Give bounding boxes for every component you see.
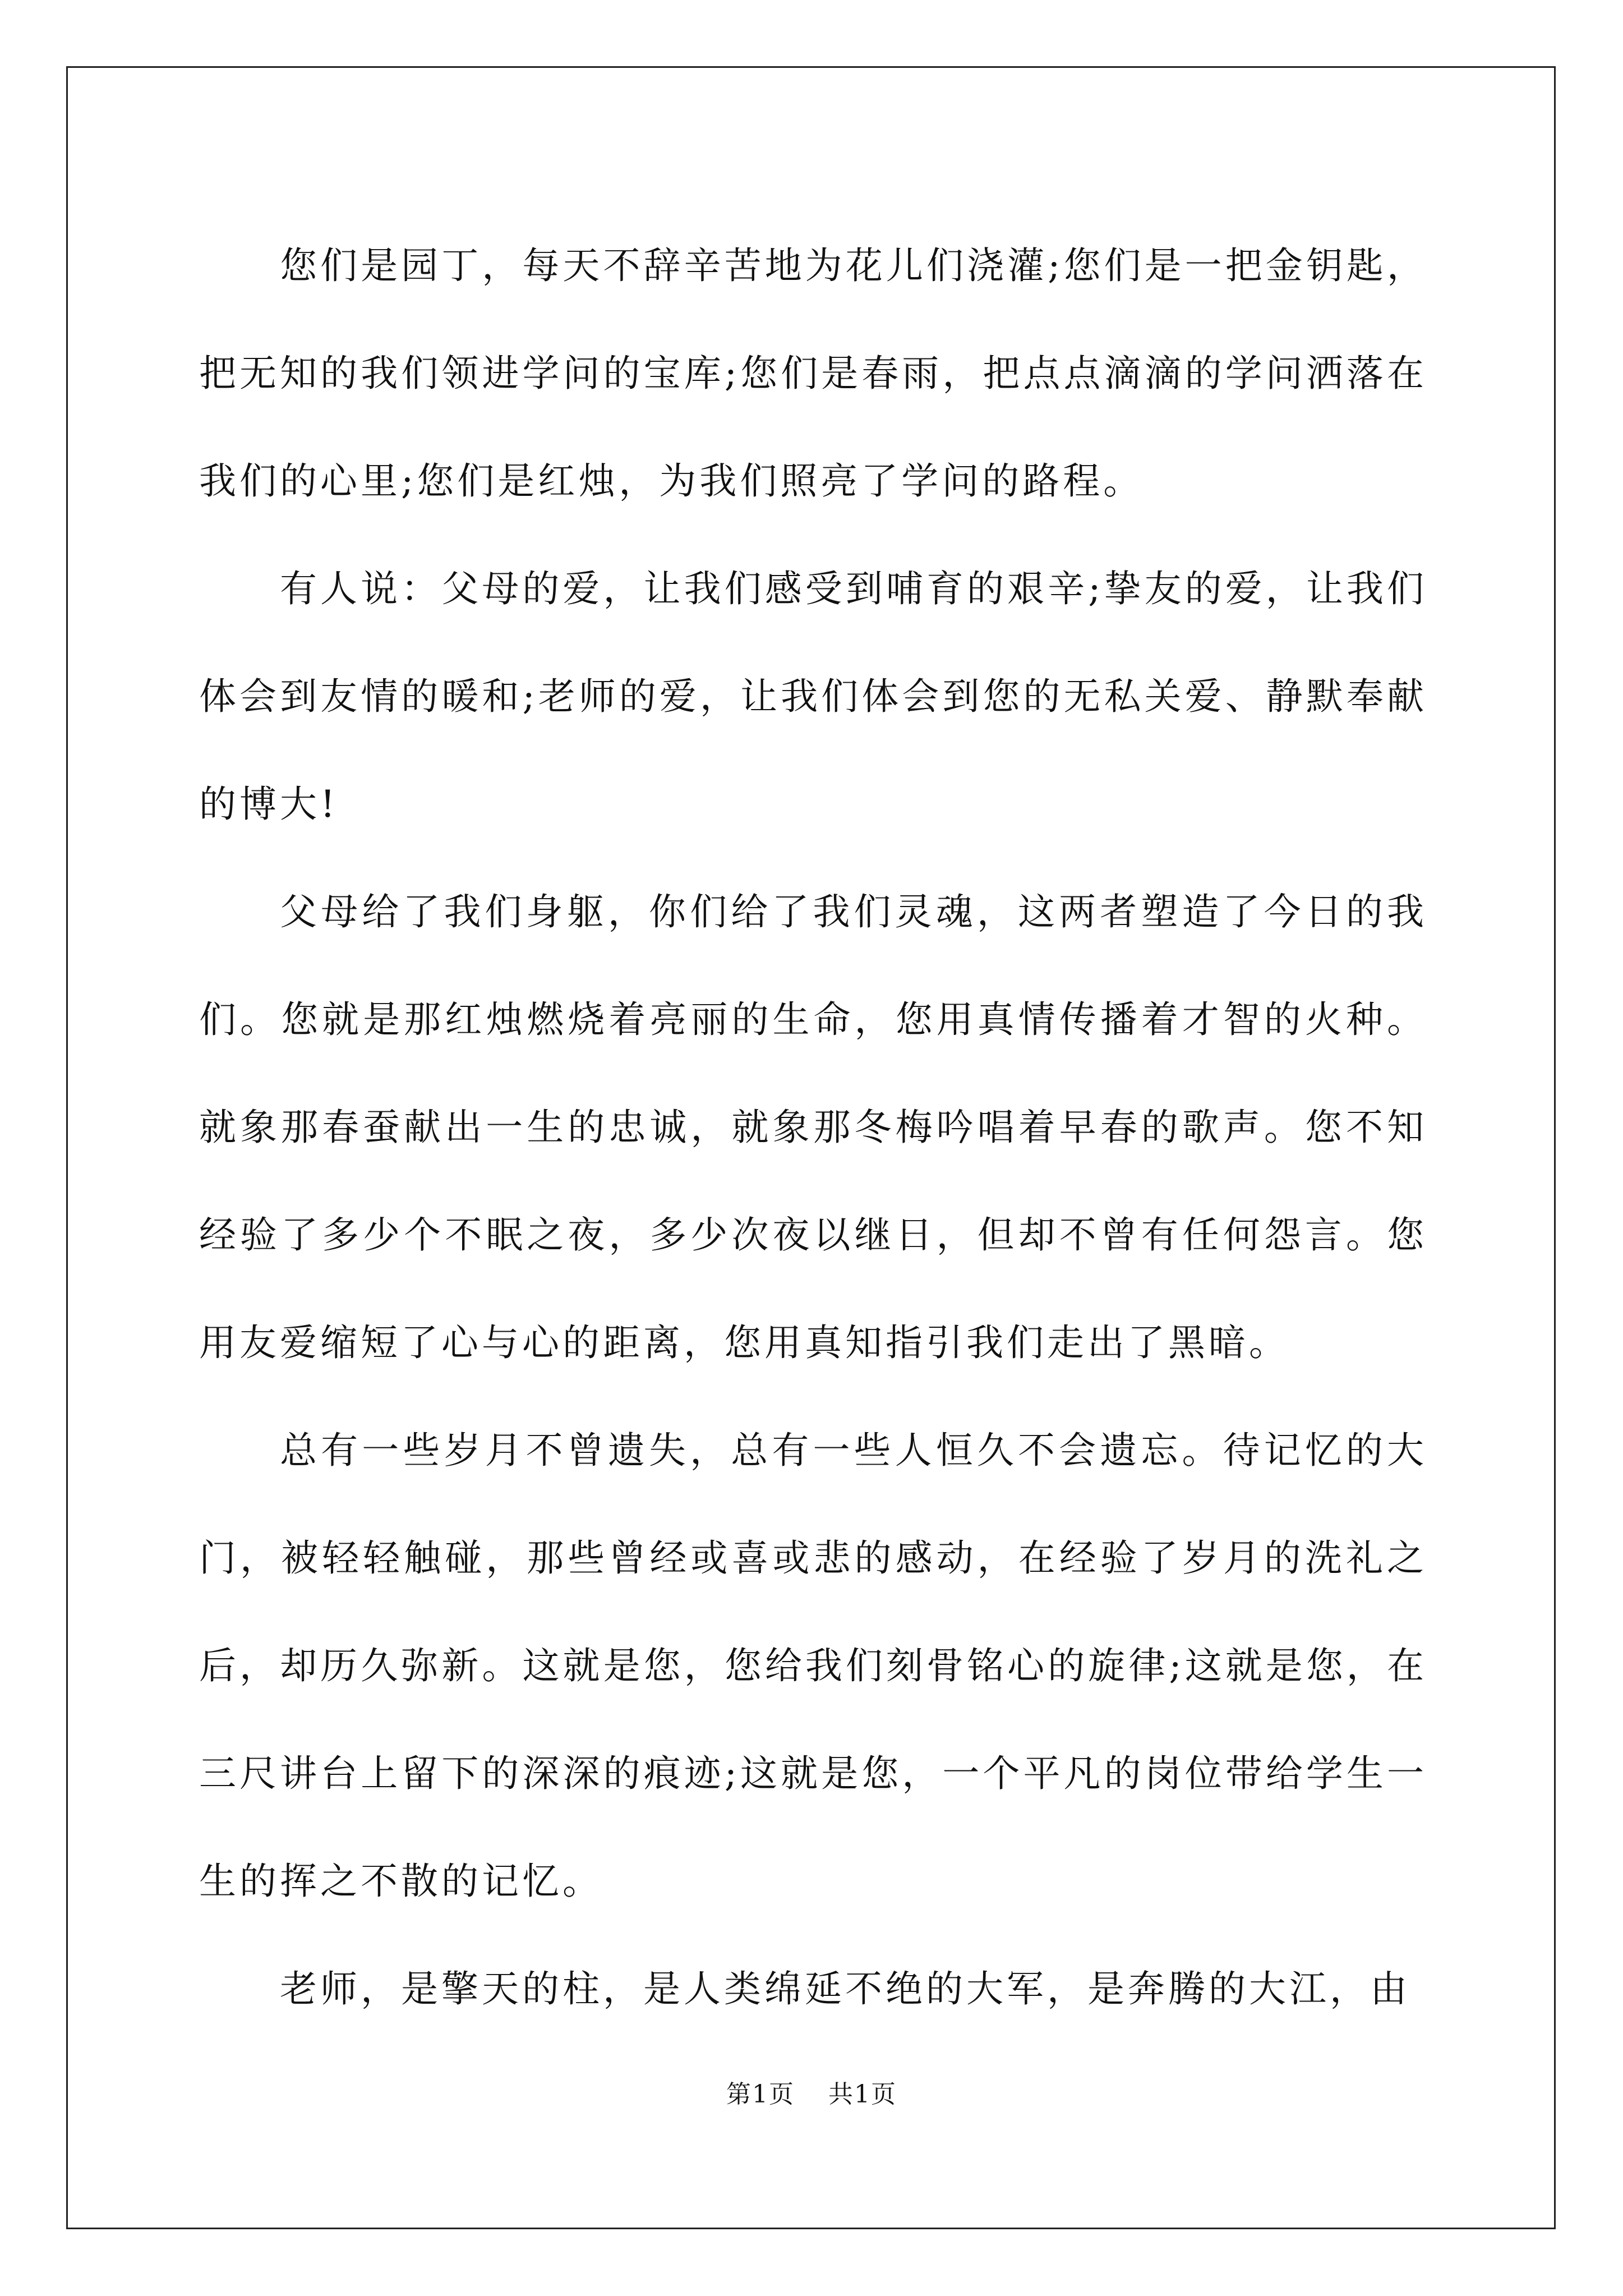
page-total: 共1页: [828, 2080, 897, 2109]
paragraph: 有人说：父母的爱，让我们感受到哺育的艰辛;挚友的爱，让我们体会到友情的暖和;老师的爱，让我们体会到您的无私关爱、静默奉献的博大!: [199, 567, 1427, 826]
page-footer: [0, 2074, 1623, 2110]
paragraph: 老师，是擎天的柱，是人类绵延不绝的大军，是奔腾的大江，由: [280, 1967, 1410, 2010]
paragraph: 您们是园丁，每天不辞辛苦地为花儿们浇灌;您们是一把金钥匙，把无知的我们领进学问的宝库;您们是春雨，把点点滴滴的学问洒落在我们的心里;您们是红烛，为我们照亮了学问的路程。: [199, 244, 1427, 503]
paragraph: 总有一些岁月不曾遗失，总有一些人恒久不会遗忘。待记忆的大门，被轻轻触碰，那些曾经或喜或悲的感动，在经验了岁月的洗礼之后，却历久弥新。这就是您，您给我们刻骨铭心的旋律;这就是您，在三尺讲台上留下的深深的痕迹;这就是您，一个平凡的岗位带给学生一生的挥之不散的记忆。: [199, 1429, 1427, 1903]
paragraph: 父母给了我们身躯，你们给了我们灵魂，这两者塑造了今日的我们。您就是那红烛燃烧着亮丽的生命，您用真情传播着才智的火种。就象那春蚕献出一生的忠诚，就象那冬梅吟唱着早春的歌声。您不知经验了多少个不眠之夜，多少次夜以继日，但却不曾有任何怨言。您用友爱缩短了心与心的距离，您用真知指引我们走出了黑暗。: [199, 890, 1427, 1364]
document-body: [199, 212, 1427, 2043]
page-number: 第1页: [726, 2080, 795, 2109]
